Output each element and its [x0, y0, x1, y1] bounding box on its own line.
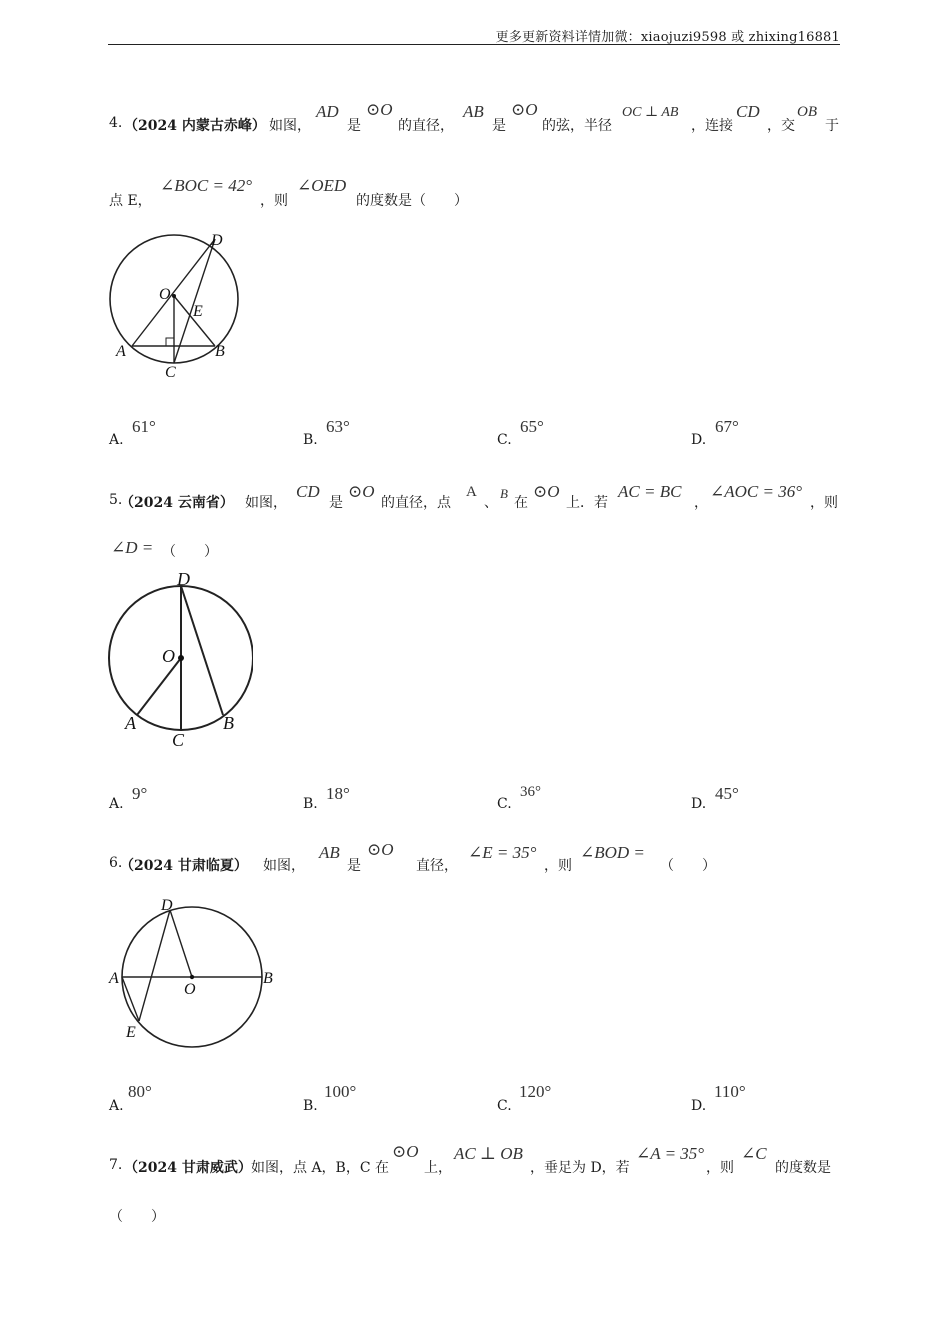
option-label: A. [109, 1098, 124, 1114]
option-value: 65° [520, 417, 544, 436]
math-expression: ⊙O [348, 482, 375, 501]
question-text: ，连接 [691, 118, 733, 134]
point-label: E [193, 303, 203, 320]
question-text: 如图， [245, 495, 287, 511]
question-text: ，则 [260, 193, 288, 209]
question-source: （2024 甘肃临夏） [120, 858, 248, 874]
math-expression: AB [319, 843, 340, 862]
option-label: C. [497, 432, 512, 448]
math-expression: AD [316, 102, 339, 121]
option-value: 67° [715, 417, 739, 436]
point-label: C [165, 364, 176, 381]
question-text: 的直径， [398, 118, 454, 134]
question-text: 是 [347, 858, 361, 874]
question-text: 的弦，半径 [542, 118, 612, 134]
point-label: B [215, 343, 225, 360]
option-label: D. [691, 432, 707, 448]
point-label: O [184, 981, 196, 998]
math-expression: CD [296, 482, 320, 501]
math-expression: OB [797, 104, 817, 120]
point-label: O [159, 286, 171, 303]
geometry-figure [100, 565, 260, 750]
question-text: 于 [825, 118, 839, 134]
question-text: ，则 [544, 858, 572, 874]
option-value: 120° [519, 1082, 552, 1101]
option-label: A. [109, 796, 124, 812]
point-label: A [116, 343, 126, 360]
question-text: 直径， [416, 858, 458, 874]
header-divider [108, 44, 840, 45]
point-label: B [223, 713, 234, 733]
math-expression: AC ⊥ OB [454, 1144, 523, 1163]
point-label: O [162, 646, 175, 666]
question-text: ，交 [767, 118, 795, 134]
option-label: A. [109, 432, 124, 448]
question-text: （ ） [660, 858, 716, 874]
question-number: 7. [109, 1157, 123, 1173]
math-expression: ∠E = 35° [468, 843, 537, 862]
math-expression: ∠AOC = 36° [710, 482, 803, 501]
option-value: 18° [326, 784, 350, 803]
question-text: 是 [347, 118, 361, 134]
math-expression: ⊙O [533, 482, 560, 501]
option-label: C. [497, 1098, 512, 1114]
geometry-figure [100, 890, 285, 1050]
math-expression: ∠C [741, 1144, 767, 1163]
question-source: （2024 甘肃威武） [124, 1160, 252, 1176]
option-label: B. [303, 796, 318, 812]
question-number: 5. [109, 492, 123, 508]
math-expression: B [500, 486, 508, 501]
option-value: 9° [132, 784, 148, 803]
option-label: D. [691, 796, 707, 812]
point-label: A [109, 970, 119, 987]
question-number: 4. [109, 115, 123, 131]
math-expression: ∠D = [111, 538, 154, 557]
option-label: B. [303, 432, 318, 448]
point-label: B [263, 970, 273, 987]
math-expression: ⊙O [392, 1142, 419, 1161]
question-text: 点 E， [109, 193, 152, 209]
question-text: 上， [424, 1160, 452, 1176]
math-expression: ∠BOD = [580, 843, 645, 862]
point-label: C [172, 730, 185, 750]
point-label: D [177, 569, 190, 589]
math-expression: ∠A = 35° [636, 1144, 705, 1163]
math-expression: ⊙O [511, 100, 538, 119]
option-value: 110° [714, 1082, 746, 1101]
point-label: E [126, 1024, 136, 1041]
option-label: D. [691, 1098, 707, 1114]
option-value: 63° [326, 417, 350, 436]
question-text: （ ） [109, 1209, 165, 1225]
question-text: ，则 [810, 495, 838, 511]
question-text: 的度数是（ ） [356, 193, 468, 209]
math-expression: CD [736, 102, 760, 121]
question-text: 的度数是 [775, 1160, 831, 1176]
point-label: A [125, 713, 136, 733]
question-text: 上．若 [566, 495, 608, 511]
question-text: 是 [492, 118, 506, 134]
math-expression: ⊙O [367, 840, 394, 859]
question-text: 的直径，点 [381, 495, 451, 511]
question-text: 、 [484, 495, 498, 511]
option-value: 80° [128, 1082, 152, 1101]
option-value: 45° [715, 784, 739, 803]
point-label: D [161, 897, 173, 914]
question-text: （ ） [162, 544, 218, 560]
option-value: 61° [132, 417, 156, 436]
question-text: 是 [329, 495, 343, 511]
question-text: 如图， [263, 858, 305, 874]
point-label: D [211, 232, 223, 249]
math-expression: ∠OED [297, 176, 347, 195]
math-expression: OC ⊥ AB [622, 105, 679, 120]
question-text: 如图，点 A，B，C 在 [251, 1160, 390, 1176]
question-text: ，则 [706, 1160, 734, 1176]
option-value: 100° [324, 1082, 357, 1101]
math-expression: ⊙O [366, 100, 393, 119]
math-expression: AC = BC [618, 482, 682, 501]
question-source: （2024 内蒙古赤峰） [124, 118, 266, 134]
math-expression: A [466, 484, 477, 500]
question-source: （2024 云南省） [120, 495, 234, 511]
option-label: C. [497, 796, 512, 812]
question-text: ， [694, 495, 708, 511]
question-number: 6. [109, 855, 123, 871]
question-text: 如图， [269, 118, 311, 134]
question-text: ，垂足为 D，若 [530, 1160, 630, 1176]
header-text: 更多更新资料详情加微：xiaojuzi9598 或 zhixing16881 [495, 30, 840, 45]
math-expression: AB [463, 102, 484, 121]
math-expression: ∠BOC = 42° [160, 176, 253, 195]
option-label: B. [303, 1098, 318, 1114]
geometry-figure [100, 225, 250, 385]
question-text: 在 [514, 495, 528, 511]
option-value: 36° [520, 784, 541, 800]
